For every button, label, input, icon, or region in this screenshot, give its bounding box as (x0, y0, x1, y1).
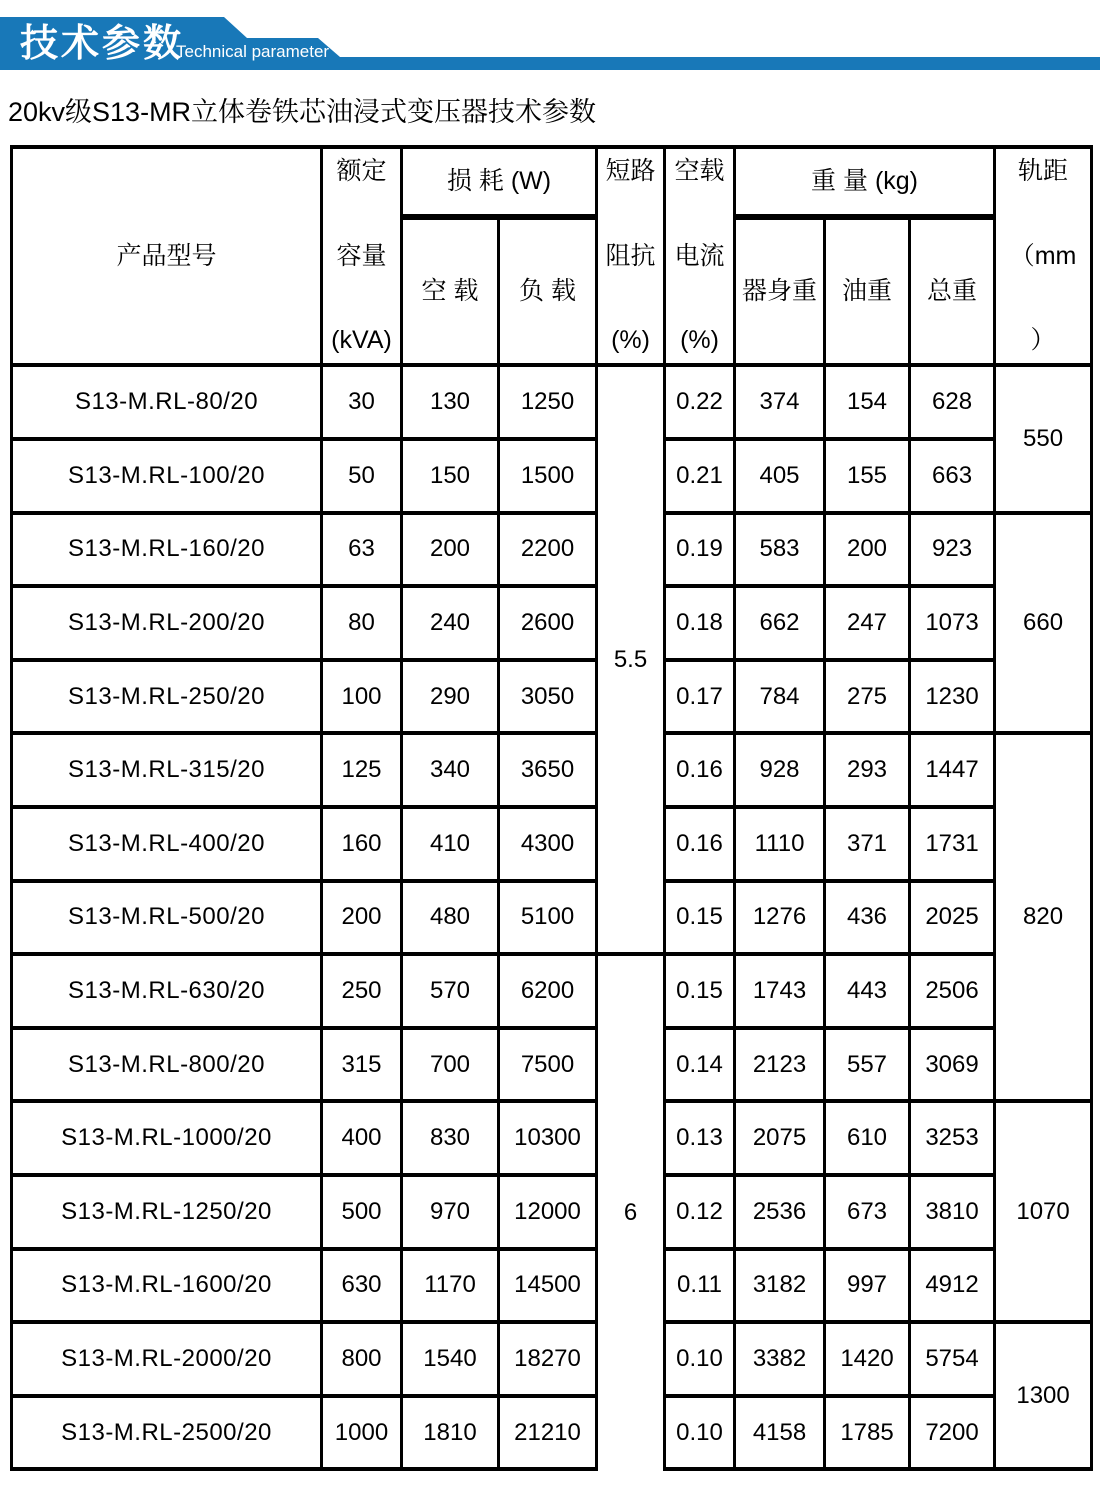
table-row (12, 513, 1092, 587)
rated-capacity-cell: 630 (322, 1249, 402, 1323)
header-row-groups (12, 147, 1092, 217)
header-line: (%) (680, 326, 719, 355)
no-load-current-cell: 0.18 (665, 586, 735, 660)
no-load-loss-cell: 1810 (402, 1396, 499, 1470)
oil-weight-cell: 1785 (825, 1396, 910, 1470)
oil-weight-cell: 443 (825, 954, 910, 1028)
load-loss-cell: 1500 (499, 439, 597, 513)
load-loss-cell: 2200 (499, 513, 597, 587)
col-header-rated-capacity (322, 147, 402, 365)
body-weight-cell: 2536 (735, 1175, 825, 1249)
body-weight-cell: 583 (735, 513, 825, 587)
body-weight-cell: 2075 (735, 1101, 825, 1175)
table-body (12, 365, 1092, 1469)
banner-title-zh: 技术参数 (20, 23, 185, 65)
oil-weight-cell: 247 (825, 586, 910, 660)
no-load-current-cell: 0.10 (665, 1322, 735, 1396)
table-row (12, 439, 1092, 513)
rated-capacity-cell: 200 (322, 881, 402, 955)
body-weight-cell: 2123 (735, 1028, 825, 1102)
body-weight-cell: 405 (735, 439, 825, 513)
col-header-body-weight: 器身重 (735, 217, 825, 365)
load-loss-cell: 3650 (499, 733, 597, 807)
header-line: 额定 (336, 157, 387, 186)
table-row (12, 1101, 1092, 1175)
table-header (12, 147, 1092, 365)
col-header-no-load-loss: 空 载 (402, 217, 499, 365)
no-load-loss-cell: 290 (402, 660, 499, 734)
gauge-cell: 550 (995, 365, 1092, 512)
no-load-current-cell: 0.15 (665, 954, 735, 1028)
impedance-label-stack (598, 156, 663, 356)
load-loss-cell: 2600 (499, 586, 597, 660)
gauge-label-stack (996, 156, 1090, 356)
body-weight-cell: 1110 (735, 807, 825, 881)
table-row (12, 807, 1092, 881)
no-load-loss-cell: 970 (402, 1175, 499, 1249)
rated-capacity-cell: 1000 (322, 1396, 402, 1470)
no-load-current-cell: 0.12 (665, 1175, 735, 1249)
total-weight-cell: 3253 (910, 1101, 995, 1175)
load-loss-cell: 4300 (499, 807, 597, 881)
no-load-loss-cell: 830 (402, 1101, 499, 1175)
total-weight-cell: 628 (910, 365, 995, 439)
header-line: 空载 (674, 157, 725, 186)
total-weight-cell: 1447 (910, 733, 995, 807)
no-load-current-cell: 0.16 (665, 733, 735, 807)
oil-weight-cell: 155 (825, 439, 910, 513)
impedance-cell: 6 (597, 954, 665, 1469)
oil-weight-cell: 673 (825, 1175, 910, 1249)
load-loss-cell: 5100 (499, 881, 597, 955)
table-row (12, 1175, 1092, 1249)
total-weight-cell: 2506 (910, 954, 995, 1028)
parameters-table (10, 145, 1093, 1471)
no-load-current-cell: 0.16 (665, 807, 735, 881)
body-weight-cell: 928 (735, 733, 825, 807)
oil-weight-cell: 154 (825, 365, 910, 439)
no-load-loss-cell: 1170 (402, 1249, 499, 1323)
oil-weight-cell: 436 (825, 881, 910, 955)
rated-capacity-cell: 30 (322, 365, 402, 439)
body-weight-cell: 1276 (735, 881, 825, 955)
oil-weight-cell: 997 (825, 1249, 910, 1323)
table-row (12, 881, 1092, 955)
col-header-no-load-current (665, 147, 735, 365)
rated-capacity-cell: 250 (322, 954, 402, 1028)
rated-capacity-cell: 315 (322, 1028, 402, 1102)
load-loss-cell: 10300 (499, 1101, 597, 1175)
header-line: ） (1030, 326, 1056, 355)
header-line: 容量 (336, 241, 387, 270)
total-weight-cell: 923 (910, 513, 995, 587)
gauge-cell: 1300 (995, 1322, 1092, 1469)
table-row (12, 1396, 1092, 1470)
oil-weight-cell: 200 (825, 513, 910, 587)
oil-weight-cell: 275 (825, 660, 910, 734)
header-line: （mm (1009, 241, 1077, 270)
no-load-loss-cell: 1540 (402, 1322, 499, 1396)
no-load-current-cell: 0.11 (665, 1249, 735, 1323)
product-model-cell: S13-M.RL-2500/20 (12, 1396, 322, 1470)
table-row (12, 1028, 1092, 1102)
no-load-loss-cell: 150 (402, 439, 499, 513)
product-model-cell: S13-M.RL-160/20 (12, 513, 322, 587)
body-weight-cell: 662 (735, 586, 825, 660)
total-weight-cell: 3810 (910, 1175, 995, 1249)
product-model-cell: S13-M.RL-200/20 (12, 586, 322, 660)
load-loss-cell: 6200 (499, 954, 597, 1028)
col-header-total-weight: 总重 (910, 217, 995, 365)
col-header-gauge (995, 147, 1092, 365)
product-model-cell: S13-M.RL-1000/20 (12, 1101, 322, 1175)
no-load-current-cell: 0.10 (665, 1396, 735, 1470)
no-load-current-cell: 0.13 (665, 1101, 735, 1175)
gauge-cell: 1070 (995, 1101, 1092, 1322)
no-load-current-cell: 0.22 (665, 365, 735, 439)
col-header-oil-weight: 油重 (825, 217, 910, 365)
rated-capacity-cell: 500 (322, 1175, 402, 1249)
col-header-impedance (597, 147, 665, 365)
rated-capacity-cell: 50 (322, 439, 402, 513)
load-loss-cell: 1250 (499, 365, 597, 439)
table-row (12, 1322, 1092, 1396)
no-load-current-cell: 0.14 (665, 1028, 735, 1102)
total-weight-cell: 7200 (910, 1396, 995, 1470)
load-loss-cell: 3050 (499, 660, 597, 734)
product-model-cell: S13-M.RL-630/20 (12, 954, 322, 1028)
load-loss-cell: 21210 (499, 1396, 597, 1470)
product-model-cell: S13-M.RL-2000/20 (12, 1322, 322, 1396)
body-weight-cell: 1743 (735, 954, 825, 1028)
product-model-cell: S13-M.RL-1600/20 (12, 1249, 322, 1323)
oil-weight-cell: 610 (825, 1101, 910, 1175)
no-load-current-cell: 0.17 (665, 660, 735, 734)
total-weight-cell: 5754 (910, 1322, 995, 1396)
oil-weight-cell: 557 (825, 1028, 910, 1102)
no-load-loss-cell: 570 (402, 954, 499, 1028)
body-weight-cell: 374 (735, 365, 825, 439)
product-model-cell: S13-M.RL-400/20 (12, 807, 322, 881)
header-line: (kVA) (331, 326, 392, 355)
oil-weight-cell: 1420 (825, 1322, 910, 1396)
col-header-product-model: 产品型号 (12, 147, 322, 365)
rated-capacity-cell: 125 (322, 733, 402, 807)
rated-capacity-cell: 80 (322, 586, 402, 660)
gauge-cell: 820 (995, 733, 1092, 1101)
load-loss-cell: 12000 (499, 1175, 597, 1249)
rated-capacity-label-stack (323, 156, 400, 356)
col-header-load-loss: 负 载 (499, 217, 597, 365)
banner-title-en: Technical parameter (176, 42, 330, 61)
body-weight-cell: 3182 (735, 1249, 825, 1323)
table-row (12, 586, 1092, 660)
impedance-cell: 5.5 (597, 365, 665, 954)
product-model-cell: S13-M.RL-800/20 (12, 1028, 322, 1102)
page-title: 20kv级S13-MR立体卷铁芯油浸式变压器技术参数 (8, 97, 597, 127)
no-load-loss-cell: 340 (402, 733, 499, 807)
gauge-cell: 660 (995, 513, 1092, 734)
total-weight-cell: 4912 (910, 1249, 995, 1323)
rated-capacity-cell: 160 (322, 807, 402, 881)
rated-capacity-cell: 800 (322, 1322, 402, 1396)
total-weight-cell: 1230 (910, 660, 995, 734)
total-weight-cell: 3069 (910, 1028, 995, 1102)
header-line: 轨距 (1018, 157, 1069, 186)
load-loss-cell: 7500 (499, 1028, 597, 1102)
header-line: 短路 (605, 157, 656, 186)
no-load-current-cell: 0.15 (665, 881, 735, 955)
body-weight-cell: 784 (735, 660, 825, 734)
no-load-loss-cell: 480 (402, 881, 499, 955)
no-load-loss-cell: 200 (402, 513, 499, 587)
rated-capacity-cell: 63 (322, 513, 402, 587)
total-weight-cell: 1731 (910, 807, 995, 881)
no-load-loss-cell: 410 (402, 807, 499, 881)
no-load-current-label-stack (666, 156, 733, 356)
body-weight-cell: 4158 (735, 1396, 825, 1470)
product-model-cell: S13-M.RL-250/20 (12, 660, 322, 734)
no-load-loss-cell: 700 (402, 1028, 499, 1102)
table-row (12, 365, 1092, 439)
table-row (12, 660, 1092, 734)
table-row (12, 733, 1092, 807)
header-line: (%) (611, 326, 650, 355)
load-loss-cell: 18270 (499, 1322, 597, 1396)
no-load-loss-cell: 130 (402, 365, 499, 439)
oil-weight-cell: 293 (825, 733, 910, 807)
total-weight-cell: 663 (910, 439, 995, 513)
product-model-cell: S13-M.RL-500/20 (12, 881, 322, 955)
no-load-current-cell: 0.19 (665, 513, 735, 587)
header-line: 电流 (674, 241, 725, 270)
product-model-cell: S13-M.RL-100/20 (12, 439, 322, 513)
col-header-weight-group: 重 量 (kg) (735, 147, 995, 217)
banner (0, 0, 1100, 80)
no-load-loss-cell: 240 (402, 586, 499, 660)
header-line: 阻抗 (605, 241, 656, 270)
table-row (12, 954, 1092, 1028)
table-row (12, 1249, 1092, 1323)
product-model-cell: S13-M.RL-80/20 (12, 365, 322, 439)
oil-weight-cell: 371 (825, 807, 910, 881)
product-model-cell: S13-M.RL-1250/20 (12, 1175, 322, 1249)
rated-capacity-cell: 100 (322, 660, 402, 734)
col-header-loss-group: 损 耗 (W) (402, 147, 597, 217)
rated-capacity-cell: 400 (322, 1101, 402, 1175)
no-load-current-cell: 0.21 (665, 439, 735, 513)
load-loss-cell: 14500 (499, 1249, 597, 1323)
total-weight-cell: 1073 (910, 586, 995, 660)
body-weight-cell: 3382 (735, 1322, 825, 1396)
product-model-cell: S13-M.RL-315/20 (12, 733, 322, 807)
total-weight-cell: 2025 (910, 881, 995, 955)
